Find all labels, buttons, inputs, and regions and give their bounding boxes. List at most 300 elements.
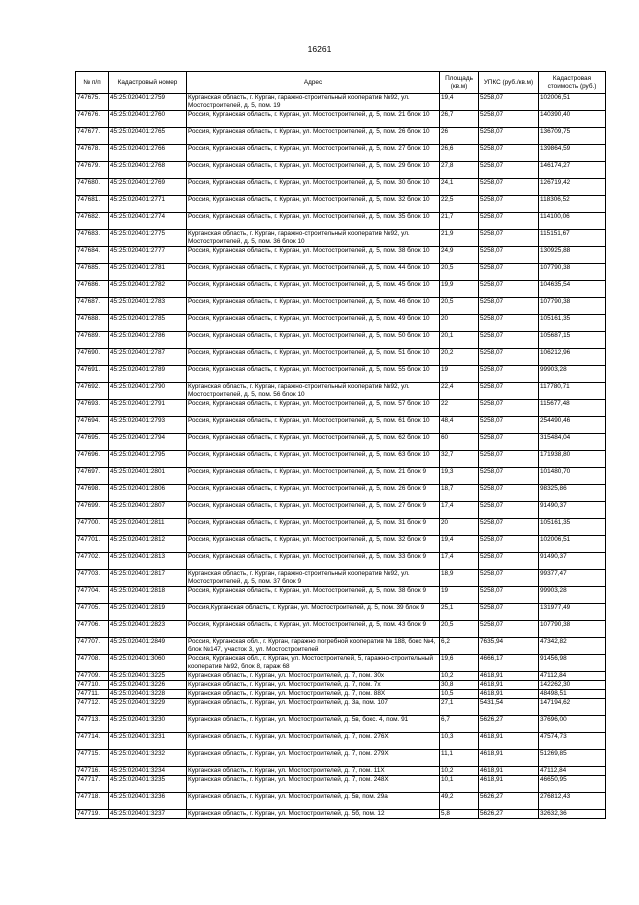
cell-num: 747677. (76, 128, 109, 145)
cell-upks: 5258,07 (479, 519, 539, 536)
cell-address: Курганская область, г. Курган, ул. Мостостроителей, д. 7, пом. 276Х (187, 733, 440, 750)
cell-address: Россия,Курганская область, г. Курган, ул. Мостостроителей, д. 5, пом. 39 блок 9 (187, 604, 440, 621)
cell-num: 747698. (76, 485, 109, 502)
cell-area: 18,7 (440, 485, 479, 502)
cell-upks: 5258,07 (479, 417, 539, 434)
cell-upks: 5258,07 (479, 196, 539, 213)
cell-address: Россия, Курганская область, г. Курган, ул. Мостостроителей, д. 5, пом. 30 блок 10 (187, 179, 440, 196)
cell-num: 747701. (76, 536, 109, 553)
cell-address: Курганская область, г. Курган, ул. Мостостроителей, д. 7, пом. 11Х (187, 767, 440, 776)
cell-address: Россия, Курганская область, г. Курган, ул. Мостостроителей, д. 5, пом. 38 блок 9 (187, 587, 440, 604)
cell-area: 17,4 (440, 553, 479, 570)
cell-address: Россия, Курганская область, г. Курган, ул. Мостостроителей, д. 5, пом. 43 блок 9 (187, 621, 440, 638)
cell-upks: 5258,07 (479, 485, 539, 502)
cell-num: 747691. (76, 366, 109, 383)
table-row (76, 810, 606, 819)
cell-upks: 5258,07 (479, 366, 539, 383)
cell-upks: 5258,07 (479, 383, 539, 400)
cell-address: Россия, Курганская область, г. Курган, ул. Мостостроителей, д. 5, пом. 33 блок 9 (187, 553, 440, 570)
cell-cadastral-number: 45:25:020401:3060 (109, 655, 187, 672)
cell-area: 26,6 (440, 145, 479, 162)
cell-area: 20,5 (440, 264, 479, 281)
cell-upks: 5258,07 (479, 604, 539, 621)
cell-cadastral-number: 45:25:020401:3232 (109, 750, 187, 767)
cell-area: 10,2 (440, 672, 479, 681)
cell-cadastral-cost: 48498,51 (539, 690, 606, 699)
cell-cadastral-cost: 136709,75 (539, 128, 606, 145)
cell-upks: 5258,07 (479, 162, 539, 179)
cell-upks: 5626,27 (479, 716, 539, 733)
cell-cadastral-number: 45:25:020401:3237 (109, 810, 187, 819)
cell-num: 747719. (76, 810, 109, 819)
cell-cadastral-number: 45:25:020401:2787 (109, 349, 187, 366)
cell-num: 747706. (76, 621, 109, 638)
table-row (76, 298, 606, 315)
cell-upks: 5258,07 (479, 434, 539, 451)
cell-cadastral-number: 45:25:020401:2818 (109, 587, 187, 604)
cell-upks: 5258,07 (479, 111, 539, 128)
page-number: 16261 (307, 44, 332, 54)
cell-cadastral-cost: 37696,00 (539, 716, 606, 733)
table-row (76, 767, 606, 776)
table-row (76, 655, 606, 672)
cell-address: Курганская область, г. Курган, ул. Мостостроителей, д. 7, пом. 279Х (187, 750, 440, 767)
cell-num: 747687. (76, 298, 109, 315)
cell-num: 747696. (76, 451, 109, 468)
cell-address: Россия, Курганская область, г. Курган, ул. Мостостроителей, д. 5, пом. 35 блок 10 (187, 213, 440, 230)
cell-num: 747688. (76, 315, 109, 332)
cell-area: 22 (440, 400, 479, 417)
cell-cadastral-cost: 91456,98 (539, 655, 606, 672)
cell-cadastral-cost: 99377,47 (539, 570, 606, 587)
cell-cadastral-cost: 32632,36 (539, 810, 606, 819)
cell-area: 24,9 (440, 247, 479, 264)
cell-address: Россия, Курганская область, г. Курган, ул. Мостостроителей, д. 5, пом. 26 блок 9 (187, 485, 440, 502)
cell-cadastral-number: 45:25:020401:2782 (109, 281, 187, 298)
cell-num: 747678. (76, 145, 109, 162)
table-row (76, 196, 606, 213)
cell-area: 32,7 (440, 451, 479, 468)
table-row (76, 716, 606, 733)
cell-cadastral-number: 45:25:020401:2790 (109, 383, 187, 400)
table-row (76, 699, 606, 716)
cell-area: 49,2 (440, 793, 479, 810)
table-row (76, 519, 606, 536)
cell-area: 30,8 (440, 681, 479, 690)
cell-address: Россия, Курганская область, г. Курган, ул. Мостостроителей, д. 5, пом. 49 блок 10 (187, 315, 440, 332)
cell-cadastral-number: 45:25:020401:2819 (109, 604, 187, 621)
table-row (76, 485, 606, 502)
cell-num: 747708. (76, 655, 109, 672)
cell-area: 19,3 (440, 468, 479, 485)
cell-num: 747692. (76, 383, 109, 400)
cell-area: 22,5 (440, 196, 479, 213)
cell-upks: 5258,07 (479, 502, 539, 519)
cell-upks: 5258,07 (479, 94, 539, 111)
cell-cadastral-cost: 51269,85 (539, 750, 606, 767)
cell-address: Россия, Курганская область, г. Курган, ул. Мостостроителей, д. 5, пом. 21 блок 9 (187, 468, 440, 485)
cell-cadastral-number: 45:25:020401:2849 (109, 638, 187, 655)
cell-area: 24,1 (440, 179, 479, 196)
cell-upks: 5258,07 (479, 536, 539, 553)
cell-upks: 5258,07 (479, 247, 539, 264)
cell-area: 20,2 (440, 349, 479, 366)
cell-cadastral-number: 45:25:020401:3229 (109, 699, 187, 716)
table-row (76, 553, 606, 570)
cell-cadastral-cost: 105161,35 (539, 519, 606, 536)
cell-cadastral-cost: 131977,49 (539, 604, 606, 621)
cell-area: 6,7 (440, 716, 479, 733)
cell-area: 21,7 (440, 213, 479, 230)
cell-num: 747685. (76, 264, 109, 281)
cell-address: Курганская область, г. Курган, гаражно-строительный кооператив №92, ул. Мостостроителей, д. 5, пом. 19 (187, 94, 440, 111)
table-header-row (76, 72, 606, 94)
cell-address: Курганская область, г. Курган, ул. Мостостроителей, д. 5в, пом. 29а (187, 793, 440, 810)
cell-area: 26 (440, 128, 479, 145)
cell-cadastral-cost: 139864,59 (539, 145, 606, 162)
cell-num: 747676. (76, 111, 109, 128)
table-row (76, 111, 606, 128)
cell-address: Россия, Курганская область, г. Курган, ул. Мостостроителей, д. 5, пом. 63 блок 10 (187, 451, 440, 468)
cell-cadastral-number: 45:25:020401:2768 (109, 162, 187, 179)
cell-num: 747710. (76, 681, 109, 690)
cell-cadastral-number: 45:25:020401:2775 (109, 230, 187, 247)
cell-upks: 5258,07 (479, 451, 539, 468)
cell-area: 17,4 (440, 502, 479, 519)
cell-cadastral-cost: 91490,37 (539, 553, 606, 570)
table-row (76, 213, 606, 230)
cell-area: 20,5 (440, 621, 479, 638)
cell-cadastral-number: 45:25:020401:2807 (109, 502, 187, 519)
cell-cadastral-cost: 140390,40 (539, 111, 606, 128)
cell-address: Курганская область, г. Курган, ул. Мостостроителей, д. 7, пом. 248Х (187, 776, 440, 793)
cell-address: Курганская область, г. Курган, ул. Мостостроителей, д. 7, пом. 30х (187, 672, 440, 681)
cell-cadastral-number: 45:25:020401:3228 (109, 690, 187, 699)
cell-cadastral-cost: 105161,35 (539, 315, 606, 332)
table-row (76, 383, 606, 400)
cell-area: 19 (440, 587, 479, 604)
cell-num: 747683. (76, 230, 109, 247)
cell-num: 747675. (76, 94, 109, 111)
cell-cadastral-cost: 99903,28 (539, 587, 606, 604)
cell-cadastral-cost: 47574,73 (539, 733, 606, 750)
cell-address: Россия, Курганская область, г. Курган, ул. Мостостроителей, д. 5, пом. 51 блок 10 (187, 349, 440, 366)
cell-num: 747715. (76, 750, 109, 767)
header-num: № п/п (76, 72, 109, 94)
cell-area: 10,3 (440, 733, 479, 750)
cell-cadastral-number: 45:25:020401:2777 (109, 247, 187, 264)
cell-num: 747694. (76, 417, 109, 434)
cell-num: 747689. (76, 332, 109, 349)
cell-upks: 5431,54 (479, 699, 539, 716)
cell-area: 19,4 (440, 536, 479, 553)
cell-num: 747705. (76, 604, 109, 621)
cell-cadastral-cost: 106212,96 (539, 349, 606, 366)
cell-address: Россия, Курганская область, г. Курган, ул. Мостостроителей, д. 5, пом. 32 блок 9 (187, 536, 440, 553)
cell-cadastral-cost: 146174,27 (539, 162, 606, 179)
cell-address: Россия, Курганская область, г. Курган, ул. Мостостроителей, д. 5, пом. 29 блок 10 (187, 162, 440, 179)
cell-cadastral-number: 45:25:020401:3231 (109, 733, 187, 750)
cell-upks: 4618,91 (479, 750, 539, 767)
cell-cadastral-cost: 114100,06 (539, 213, 606, 230)
cell-area: 20,1 (440, 332, 479, 349)
cell-upks: 5258,07 (479, 298, 539, 315)
header-cadastral-cost: Кадастровая стоимость (руб.) (539, 72, 606, 94)
cell-address: Курганская область, г. Курган, гаражно-строительный кооператив №92, ул. Мостостроителей, д. 5, пом. 56 блок 10 (187, 383, 440, 400)
cadastral-table (75, 71, 606, 819)
cell-cadastral-number: 45:25:020401:2789 (109, 366, 187, 383)
table-row (76, 281, 606, 298)
cell-area: 10,2 (440, 767, 479, 776)
table-row (76, 264, 606, 281)
cell-cadastral-number: 45:25:020401:2765 (109, 128, 187, 145)
cell-cadastral-number: 45:25:020401:2769 (109, 179, 187, 196)
cell-cadastral-number: 45:25:020401:2786 (109, 332, 187, 349)
cell-upks: 5258,07 (479, 281, 539, 298)
cell-num: 747693. (76, 400, 109, 417)
cell-cadastral-number: 45:25:020401:2823 (109, 621, 187, 638)
cell-cadastral-number: 45:25:020401:2766 (109, 145, 187, 162)
cell-num: 747716. (76, 767, 109, 776)
cell-num: 747712. (76, 699, 109, 716)
table-row (76, 750, 606, 767)
cell-address: Россия, Курганская область, г. Курган, ул. Мостостроителей, д. 5, пом. 45 блок 10 (187, 281, 440, 298)
cell-cadastral-cost: 47112,84 (539, 767, 606, 776)
cell-upks: 5258,07 (479, 264, 539, 281)
cell-cadastral-cost: 118306,52 (539, 196, 606, 213)
cell-num: 747703. (76, 570, 109, 587)
cell-area: 20 (440, 315, 479, 332)
table-body (76, 94, 606, 819)
cell-cadastral-number: 45:25:020401:2793 (109, 417, 187, 434)
cell-num: 747690. (76, 349, 109, 366)
table-row (76, 400, 606, 417)
cell-cadastral-cost: 102006,51 (539, 94, 606, 111)
cell-cadastral-cost: 104635,54 (539, 281, 606, 298)
table-row (76, 434, 606, 451)
cell-area: 11,1 (440, 750, 479, 767)
cell-cadastral-number: 45:25:020401:2813 (109, 553, 187, 570)
cell-cadastral-number: 45:25:020401:2806 (109, 485, 187, 502)
cell-num: 747684. (76, 247, 109, 264)
table-row (76, 366, 606, 383)
cell-cadastral-number: 45:25:020401:2771 (109, 196, 187, 213)
cell-area: 25,1 (440, 604, 479, 621)
table-row (76, 417, 606, 434)
cell-address: Россия, Курганская обл., г. Курган, ул. Мостостроителей, 5, гаражно-строительный кооператив №92, блок 8, гараж 68 (187, 655, 440, 672)
cell-address: Курганская область, г. Курган, ул. Мостостроителей, д. 3а, пом. 107 (187, 699, 440, 716)
table-row (76, 162, 606, 179)
cell-upks: 5626,27 (479, 810, 539, 819)
cell-cadastral-number: 45:25:020401:3234 (109, 767, 187, 776)
cell-cadastral-cost: 115677,48 (539, 400, 606, 417)
cell-address: Россия, Курганская область, г. Курган, ул. Мостостроителей, д. 5, пом. 27 блок 9 (187, 502, 440, 519)
cell-upks: 4618,91 (479, 672, 539, 681)
cell-cadastral-cost: 99903,28 (539, 366, 606, 383)
cell-area: 21,9 (440, 230, 479, 247)
cell-cadastral-cost: 47342,82 (539, 638, 606, 655)
cell-cadastral-cost: 98325,86 (539, 485, 606, 502)
cell-address: Россия, Курганская область, г. Курган, ул. Мостостроителей, д. 5, пом. 57 блок 10 (187, 400, 440, 417)
table-row (76, 733, 606, 750)
cell-address: Россия, Курганская область, г. Курган, ул. Мостостроителей, д. 5, пом. 50 блок 10 (187, 332, 440, 349)
cell-area: 10,5 (440, 690, 479, 699)
cell-cadastral-cost: 107790,38 (539, 621, 606, 638)
cell-cadastral-cost: 130925,88 (539, 247, 606, 264)
cell-cadastral-number: 45:25:020401:2812 (109, 536, 187, 553)
table-row (76, 451, 606, 468)
cell-cadastral-cost: 91490,37 (539, 502, 606, 519)
cell-cadastral-cost: 117780,71 (539, 383, 606, 400)
table-row (76, 638, 606, 655)
cell-num: 747681. (76, 196, 109, 213)
cell-area: 20 (440, 519, 479, 536)
cell-upks: 5258,07 (479, 315, 539, 332)
cell-address: Курганская область, г. Курган, ул. Мостостроителей, д. 7, пом. 7х (187, 681, 440, 690)
cell-num: 747700. (76, 519, 109, 536)
cell-area: 20,5 (440, 298, 479, 315)
cell-cadastral-cost: 107790,38 (539, 264, 606, 281)
cell-num: 747717. (76, 776, 109, 793)
cell-cadastral-number: 45:25:020401:2781 (109, 264, 187, 281)
cell-cadastral-cost: 147194,62 (539, 699, 606, 716)
cell-area: 27,1 (440, 699, 479, 716)
cell-area: 5,8 (440, 810, 479, 819)
cell-cadastral-number: 45:25:020401:3225 (109, 672, 187, 681)
table-row (76, 587, 606, 604)
cell-address: Россия, Курганская область, г. Курган, ул. Мостостроителей, д. 5, пом. 55 блок 10 (187, 366, 440, 383)
cell-cadastral-cost: 105687,15 (539, 332, 606, 349)
cell-upks: 7635,94 (479, 638, 539, 655)
cell-cadastral-cost: 46650,95 (539, 776, 606, 793)
table-row (76, 604, 606, 621)
cell-area: 19,4 (440, 94, 479, 111)
cell-address: Россия, Курганская область, г. Курган, ул. Мостостроителей, д. 5, пом. 21 блок 10 (187, 111, 440, 128)
cell-num: 747686. (76, 281, 109, 298)
cell-area: 19,6 (440, 655, 479, 672)
cell-cadastral-number: 45:25:020401:3236 (109, 793, 187, 810)
table-row (76, 145, 606, 162)
cell-address: Россия, Курганская область, г. Курган, ул. Мостостроителей, д. 5, пом. 62 блок 10 (187, 434, 440, 451)
cell-upks: 5258,07 (479, 128, 539, 145)
table-row (76, 179, 606, 196)
cell-address: Россия, Курганская область, г. Курган, ул. Мостостроителей, д. 5, пом. 46 блок 10 (187, 298, 440, 315)
cell-area: 48,4 (440, 417, 479, 434)
cell-cadastral-number: 45:25:020401:2783 (109, 298, 187, 315)
header-area: Площадь (кв.м) (440, 72, 479, 94)
table-row (76, 315, 606, 332)
cell-num: 747709. (76, 672, 109, 681)
table-row (76, 690, 606, 699)
cell-address: Россия, Курганская область, г. Курган, ул. Мостостроителей, д. 5, пом. 31 блок 9 (187, 519, 440, 536)
cell-area: 10,1 (440, 776, 479, 793)
cell-cadastral-number: 45:25:020401:2791 (109, 400, 187, 417)
cell-cadastral-number: 45:25:020401:2760 (109, 111, 187, 128)
cell-address: Курганская область, г. Курган, ул. Мостостроителей, д. 7, пом. 88Х (187, 690, 440, 699)
cell-cadastral-number: 45:25:020401:2811 (109, 519, 187, 536)
table-row (76, 681, 606, 690)
cell-address: Россия, Курганская область, г. Курган, ул. Мостостроителей, д. 5, пом. 27 блок 10 (187, 145, 440, 162)
table-row (76, 502, 606, 519)
cell-cadastral-number: 45:25:020401:3226 (109, 681, 187, 690)
cell-address: Курганская область, г. Курган, ул. Мостостроителей, д. 5в, бокс. 4, пом. 91 (187, 716, 440, 733)
cell-address: Россия, Курганская область, г. Курган, ул. Мостостроителей, д. 5, пом. 61 блок 10 (187, 417, 440, 434)
cell-upks: 5258,07 (479, 332, 539, 349)
cell-area: 26,7 (440, 111, 479, 128)
cell-cadastral-cost: 126719,42 (539, 179, 606, 196)
cell-address: Курганская область, г. Курган, гаражно-строительный кооператив №92, ул. Мостостроителей, д. 5, пом. 36 блок 10 (187, 230, 440, 247)
cell-cadastral-cost: 142262,30 (539, 681, 606, 690)
cell-area: 60 (440, 434, 479, 451)
cell-upks: 5258,07 (479, 587, 539, 604)
cell-num: 747707. (76, 638, 109, 655)
cell-upks: 5258,07 (479, 349, 539, 366)
cell-upks: 5258,07 (479, 145, 539, 162)
cell-cadastral-number: 45:25:020401:3230 (109, 716, 187, 733)
cell-cadastral-number: 45:25:020401:2774 (109, 213, 187, 230)
cell-upks: 5258,07 (479, 179, 539, 196)
header-cadastral-number: Кадастровый номер (109, 72, 187, 94)
header-upks: УПКС (руб./кв.м) (479, 72, 539, 94)
cell-upks: 5258,07 (479, 570, 539, 587)
cell-num: 747702. (76, 553, 109, 570)
cell-address: Россия, Курганская область, г. Курган, ул. Мостостроителей, д. 5, пом. 26 блок 10 (187, 128, 440, 145)
cell-cadastral-number: 45:25:020401:2785 (109, 315, 187, 332)
cell-area: 6,2 (440, 638, 479, 655)
cell-address: Курганская область, г. Курган, ул. Мостостроителей, д. 5б, пом. 12 (187, 810, 440, 819)
cell-cadastral-cost: 276812,43 (539, 793, 606, 810)
cell-cadastral-cost: 254490,46 (539, 417, 606, 434)
cell-upks: 4618,91 (479, 776, 539, 793)
cell-num: 747713. (76, 716, 109, 733)
cell-num: 747682. (76, 213, 109, 230)
cell-area: 18,9 (440, 570, 479, 587)
table-row (76, 349, 606, 366)
cell-cadastral-number: 45:25:020401:2759 (109, 94, 187, 111)
cell-address: Россия, Курганская область, г. Курган, ул. Мостостроителей, д. 5, пом. 32 блок 10 (187, 196, 440, 213)
table-row (76, 672, 606, 681)
cell-num: 747680. (76, 179, 109, 196)
cell-cadastral-cost: 115151,67 (539, 230, 606, 247)
cell-num: 747711. (76, 690, 109, 699)
cell-upks: 4666,17 (479, 655, 539, 672)
cell-cadastral-cost: 47112,84 (539, 672, 606, 681)
table-row (76, 536, 606, 553)
header-address: Адрес (187, 72, 440, 94)
cell-num: 747704. (76, 587, 109, 604)
cell-address: Россия, Курганская область, г. Курган, ул. Мостостроителей, д. 5, пом. 44 блок 10 (187, 264, 440, 281)
cell-area: 19 (440, 366, 479, 383)
cell-upks: 5258,07 (479, 468, 539, 485)
table-row (76, 94, 606, 111)
cell-area: 22,4 (440, 383, 479, 400)
cell-cadastral-cost: 315484,04 (539, 434, 606, 451)
table-row (76, 776, 606, 793)
cell-area: 19,9 (440, 281, 479, 298)
cell-upks: 5258,07 (479, 553, 539, 570)
cell-upks: 4618,91 (479, 681, 539, 690)
cell-cadastral-number: 45:25:020401:2817 (109, 570, 187, 587)
table-row (76, 570, 606, 587)
cell-cadastral-number: 45:25:020401:2795 (109, 451, 187, 468)
cell-cadastral-number: 45:25:020401:2794 (109, 434, 187, 451)
cell-cadastral-cost: 101480,70 (539, 468, 606, 485)
cell-upks: 4618,91 (479, 733, 539, 750)
table-row (76, 332, 606, 349)
cell-cadastral-cost: 107790,38 (539, 298, 606, 315)
cell-num: 747697. (76, 468, 109, 485)
cell-num: 747695. (76, 434, 109, 451)
